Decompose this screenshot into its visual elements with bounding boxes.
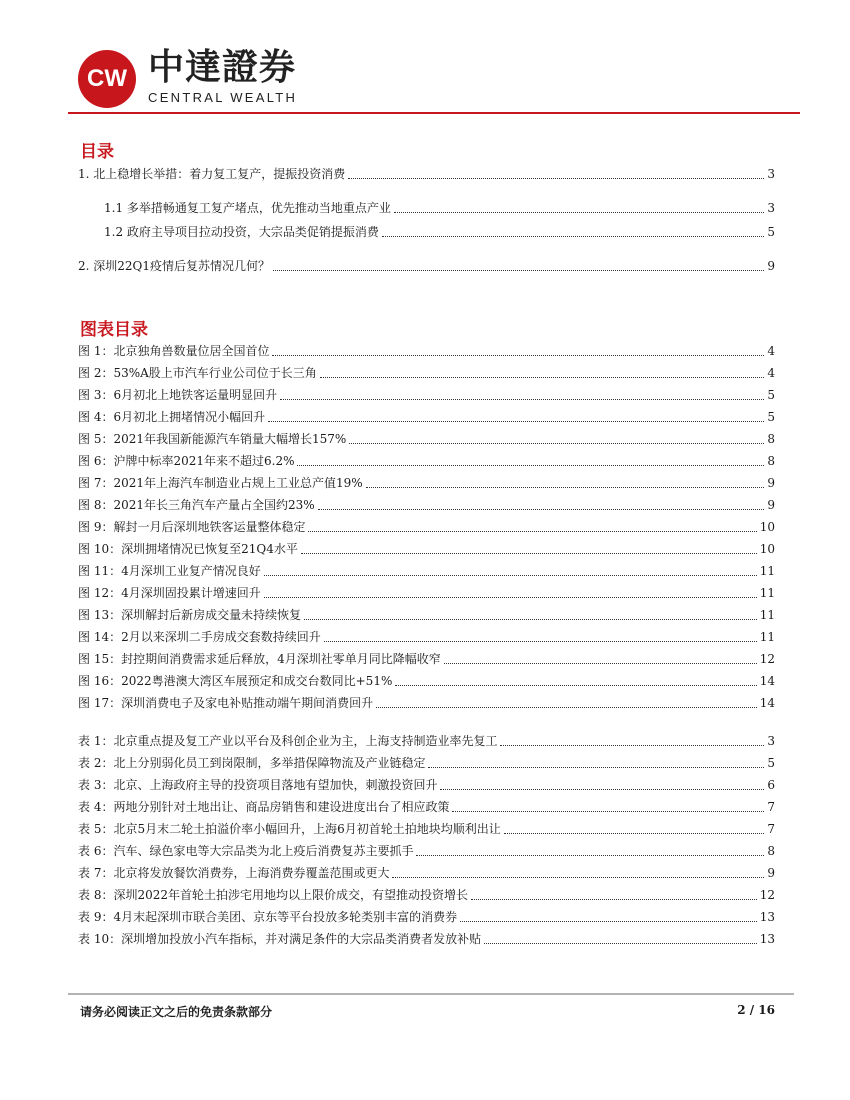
figure-entry-text: 图 2：53%A股上市汽车行业公司位于长三角 [78,366,317,380]
figure-entry[interactable] [78,385,775,403]
dot-leader [264,597,757,598]
table-entry-page: 5 [767,756,775,770]
table-entry-text: 表 9：4月末起深圳市联合美团、京东等平台投放多轮类别丰富的消费券 [78,910,458,924]
figure-entry[interactable] [78,517,775,535]
figure-entry-text: 图 5：2021年我国新能源汽车销量大幅增长157% [78,432,347,446]
figure-entry[interactable] [78,341,775,359]
dot-leader [268,421,764,422]
figures-title: 图表目录 [80,320,148,340]
dot-leader [264,575,757,576]
page-number: 2 / 16 [737,1003,775,1017]
dot-leader [395,685,756,686]
figure-entry-text: 图 9：解封一月后深圳地铁客运量整体稳定 [78,520,306,534]
figure-entry-text: 图 11：4月深圳工业复产情况良好 [78,564,261,578]
dot-leader [304,619,757,620]
dot-leader [460,921,757,922]
figure-entry-text: 图 14：2月以来深圳二手房成交套数持续回升 [78,630,321,644]
toc-title: 目录 [80,142,114,162]
dot-leader [366,487,765,488]
toc-entry[interactable] [78,164,775,182]
table-entry-page: 6 [767,778,775,792]
figure-entry-page: 8 [767,454,775,468]
figure-entry[interactable] [78,583,775,601]
figure-entry-text: 图 17：深圳消费电子及家电补贴推动端午期间消费回升 [78,696,374,710]
logo-mark: CW [78,50,136,108]
figure-entry[interactable] [78,561,775,579]
table-entry[interactable] [78,753,775,771]
table-entry[interactable] [78,775,775,793]
figure-entry-page: 4 [767,344,775,358]
table-entry-page: 7 [767,822,775,836]
dot-leader [440,789,764,790]
figure-entry[interactable] [78,627,775,645]
figure-entry[interactable] [78,693,775,711]
dot-leader [348,178,764,179]
table-entry[interactable] [78,929,775,947]
figure-entry-page: 10 [759,542,775,556]
figure-entry[interactable] [78,605,775,623]
figure-entry[interactable] [78,495,775,513]
table-entry[interactable] [78,841,775,859]
figure-entry-page: 9 [767,498,775,512]
table-entry-text: 表 2：北上分别弱化员工到岗限制，多举措保障物流及产业链稳定 [78,756,426,770]
figure-entry[interactable] [78,407,775,425]
table-entry-text: 表 10：深圳增加投放小汽车指标，并对满足条件的大宗品类消费者发放补贴 [78,932,482,946]
figure-entry[interactable] [78,451,775,469]
table-entry[interactable] [78,863,775,881]
dot-leader [504,833,765,834]
dot-leader [272,355,764,356]
figure-entry-page: 4 [767,366,775,380]
figure-entry[interactable] [78,671,775,689]
footer-disclaimer: 请务必阅读正文之后的免责条款部分 [80,1005,273,1019]
figure-entry-page: 5 [767,388,775,402]
toc-entry-text: 1.1 多举措畅通复工复产堵点，优先推动当地重点产业 [104,201,391,215]
toc-entry[interactable] [78,256,775,274]
dot-leader [280,399,764,400]
dot-leader [394,212,764,213]
table-entry-text: 表 5：北京5月末二轮土拍溢价率小幅回升，上海6月初首轮土拍地块均顺利出让 [78,822,501,836]
toc-entry-page: 9 [767,259,775,273]
dot-leader [376,707,757,708]
dot-leader [297,465,764,466]
footer-divider [68,993,794,995]
dot-leader [392,877,764,878]
toc-entry-page: 3 [767,201,775,215]
figure-entry[interactable] [78,539,775,557]
table-entry-page: 3 [767,734,775,748]
table-entry-page: 13 [759,932,775,946]
toc-entry-page: 3 [767,167,775,181]
figure-entry-text: 图 15：封控期间消费需求延后释放，4月深圳社零单月同比降幅收窄 [78,652,441,666]
table-entry-page: 7 [767,800,775,814]
figure-entry-text: 图 7：2021年上海汽车制造业占规上工业总产值19% [78,476,363,490]
figure-entry-page: 11 [759,564,775,578]
logo-chinese-name: 中達證券 [148,47,297,88]
dot-leader [320,377,765,378]
table-entry-page: 8 [767,844,775,858]
table-entry[interactable] [78,885,775,903]
toc-entry-text: 2. 深圳22Q1疫情后复苏情况几何？ [78,259,271,273]
table-entry[interactable] [78,819,775,837]
dot-leader [308,531,756,532]
figure-entry-page: 8 [767,432,775,446]
figure-entry-text: 图 4：6月初北上拥堵情况小幅回升 [78,410,266,424]
table-entry[interactable] [78,907,775,925]
table-entry-text: 表 1：北京重点提及复工产业以平台及科创企业为主，上海支持制造业率先复工 [78,734,498,748]
table-entry-page: 12 [759,888,775,902]
figure-entry-page: 5 [767,410,775,424]
company-logo [76,44,336,110]
figure-entry[interactable] [78,473,775,491]
figure-entry-page: 11 [759,586,775,600]
figure-entry-page: 11 [759,630,775,644]
figure-entry-text: 图 16：2022粤港澳大湾区车展预定和成交台数同比+51% [78,674,393,688]
figure-entry-text: 图 1：北京独角兽数量位居全国首位 [78,344,270,358]
figure-entry[interactable] [78,429,775,447]
figure-entry-page: 11 [759,608,775,622]
table-entry-text: 表 6：汽车、绿色家电等大宗品类为北上疫后消费复苏主要抓手 [78,844,414,858]
header-divider [68,112,800,114]
table-entry-text: 表 3：北京、上海政府主导的投资项目落地有望加快，刺激投资回升 [78,778,438,792]
figure-entry-page: 9 [767,476,775,490]
figure-entry-text: 图 3：6月初北上地铁客运量明显回升 [78,388,278,402]
table-entry[interactable] [78,797,775,815]
dot-leader [416,855,764,856]
toc-subentry[interactable] [104,222,775,240]
dot-leader [382,236,764,237]
toc-entry-text: 1. 北上稳增长举措：着力复工复产，提振投资消费 [78,167,346,181]
dot-leader [301,553,757,554]
dot-leader [324,641,757,642]
dot-leader [428,767,764,768]
table-entry-text: 表 7：北京将发放餐饮消费券，上海消费券覆盖范围或更大 [78,866,390,880]
toc-subentry[interactable] [104,198,775,216]
table-entry-page: 9 [767,866,775,880]
dot-leader [273,270,764,271]
figure-entry-text: 图 8：2021年长三角汽车产量占全国约23% [78,498,315,512]
dot-leader [452,811,764,812]
figure-entry-page: 10 [759,520,775,534]
figure-entry-text: 图 12：4月深圳固投累计增速回升 [78,586,261,600]
toc-entry-page: 5 [767,225,775,239]
table-entry-text: 表 4：两地分别针对土地出让、商品房销售和建设进度出台了相应政策 [78,800,450,814]
table-entry-page: 13 [759,910,775,924]
dot-leader [471,899,757,900]
dot-leader [349,443,764,444]
toc-entry-text: 1.2 政府主导项目拉动投资，大宗品类促销提振消费 [104,225,379,239]
dot-leader [500,745,764,746]
dot-leader [318,509,765,510]
figure-entry[interactable] [78,363,775,381]
figure-entry[interactable] [78,649,775,667]
figure-entry-text: 图 10：深圳拥堵情况已恢复至21Q4水平 [78,542,298,556]
figure-entry-page: 14 [759,674,775,688]
table-entry[interactable] [78,731,775,749]
figure-entry-page: 14 [759,696,775,710]
dot-leader [444,663,757,664]
table-entry-text: 表 8：深圳2022年首轮土拍涉宅用地均以上限价成交，有望推动投资增长 [78,888,468,902]
dot-leader [484,943,757,944]
figure-entry-text: 图 6：沪牌中标率2021年来不超过6.2% [78,454,295,468]
figure-entry-text: 图 13：深圳解封后新房成交量未持续恢复 [78,608,302,622]
logo-english-name: CENTRAL WEALTH [148,90,298,105]
figure-entry-page: 12 [759,652,775,666]
